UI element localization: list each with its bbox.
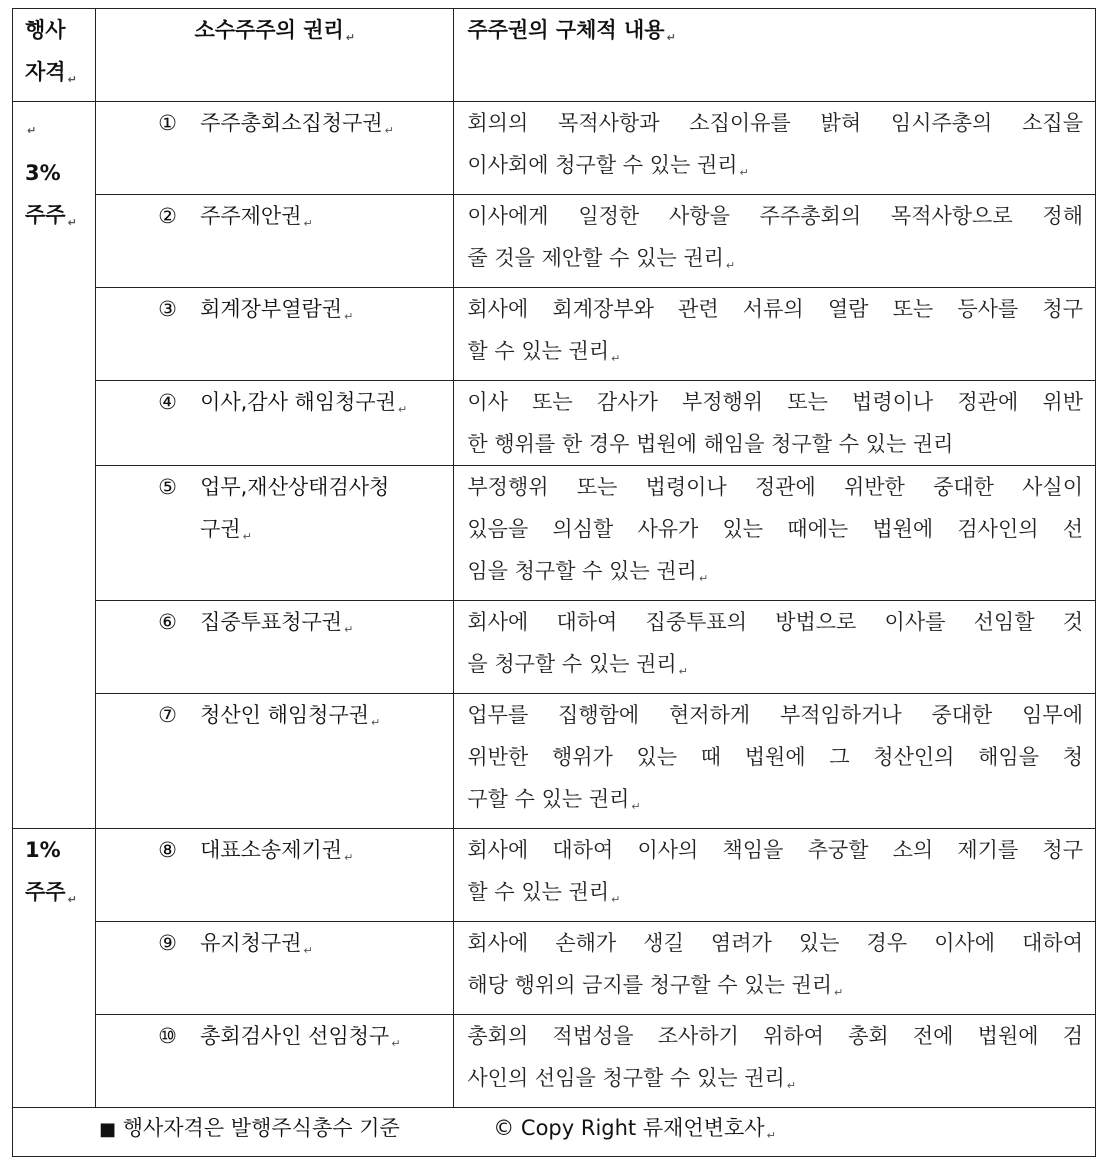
right-name-cell [96, 922, 454, 1015]
right-name-cell [96, 195, 454, 288]
right-name-cell [96, 466, 454, 601]
right-number: ⑧ [158, 838, 177, 862]
table-row [13, 381, 1096, 466]
description-line: 회사에 대하여 이사의 책임을 추궁할 소의 제기를 청구 [467, 838, 1083, 862]
right-number: ② [158, 204, 177, 228]
paragraph-mark-icon: ↵ [27, 124, 37, 137]
description-line: 부정행위 또는 법령이나 정관에 위반한 중대한 사실이 [467, 475, 1083, 499]
paragraph-mark-icon: ↵ [739, 166, 749, 179]
right-number: ⑥ [158, 610, 177, 634]
square-bullet-icon: ■ [99, 1119, 117, 1140]
paragraph-mark-icon: ↵ [303, 944, 313, 957]
right-description-cell [454, 381, 1096, 466]
right-name-cell [96, 288, 454, 381]
qualification-line1: 1% [25, 838, 61, 862]
paragraph-mark-icon: ↵ [67, 893, 77, 906]
description-line: 위반한 행위가 있는 때 법원에 그 청산인의 해임을 청 [467, 745, 1083, 769]
right-description-cell [454, 195, 1096, 288]
description-line: 사인의 선임을 청구할 수 있는 권리 [467, 1066, 785, 1090]
right-name: 주주총회소집청구권 [200, 111, 383, 135]
shareholder-rights-table [12, 8, 1096, 1157]
footer-row [13, 1108, 1096, 1157]
right-description-cell [454, 694, 1096, 829]
paragraph-mark-icon: ↵ [345, 31, 355, 44]
description-line: 줄 것을 제안할 수 있는 권리 [467, 246, 724, 270]
header-qualification [13, 9, 96, 102]
right-name-cell [96, 829, 454, 922]
paragraph-mark-icon: ↵ [678, 665, 688, 678]
paragraph-mark-icon: ↵ [834, 986, 844, 999]
description-line: 을 청구할 수 있는 권리 [467, 652, 677, 676]
paragraph-mark-icon: ↵ [344, 851, 354, 864]
right-number: ③ [158, 297, 177, 321]
paragraph-mark-icon: ↵ [398, 403, 408, 416]
right-name-cell [96, 381, 454, 466]
paragraph-mark-icon: ↵ [67, 73, 77, 86]
table-row [13, 829, 1096, 922]
right-number: ① [158, 111, 177, 135]
table-row [13, 922, 1096, 1015]
paragraph-mark-icon: ↵ [631, 800, 641, 813]
right-name: 주주제안권 [200, 204, 302, 228]
qualification-cell [13, 102, 96, 829]
right-name-cell [96, 694, 454, 829]
table-row [13, 1015, 1096, 1108]
right-description-cell [454, 288, 1096, 381]
description-line: 한 행위를 한 경우 법원에 해임을 청구할 수 있는 권리 [467, 432, 954, 456]
right-description-cell [454, 1015, 1096, 1108]
qualification-line1: 3% [25, 161, 61, 185]
table-row [13, 288, 1096, 381]
description-line: 구할 수 있는 권리 [467, 787, 630, 811]
right-description-cell [454, 922, 1096, 1015]
description-line: 이사회에 청구할 수 있는 권리 [467, 153, 738, 177]
paragraph-mark-icon: ↵ [371, 716, 381, 729]
description-line: 총회의 적법성을 조사하기 위하여 총회 전에 법원에 검 [467, 1024, 1083, 1048]
paragraph-mark-icon: ↵ [766, 1129, 776, 1142]
right-description-cell [454, 601, 1096, 694]
right-name: 구권 [200, 517, 241, 541]
header-row [13, 9, 1096, 102]
table-row [13, 466, 1096, 601]
description-line: 이사 또는 감사가 부정행위 또는 법령이나 정관에 위반 [467, 390, 1083, 414]
paragraph-mark-icon: ↵ [611, 893, 621, 906]
header-rights [96, 9, 454, 102]
description-line: 회사에 대하여 집중투표의 방법으로 이사를 선임할 것 [467, 610, 1083, 634]
header-qual-line1: 행사 [25, 18, 66, 42]
right-name: 유지청구권 [200, 931, 302, 955]
paragraph-mark-icon: ↵ [391, 1037, 401, 1050]
right-description-cell [454, 829, 1096, 922]
right-name: 총회검사인 선임청구 [200, 1024, 390, 1048]
paragraph-mark-icon: ↵ [611, 352, 621, 365]
description-line: 할 수 있는 권리 [467, 339, 610, 363]
footer-copyright: © Copy Right 류재언변호사 [493, 1116, 765, 1140]
paragraph-mark-icon: ↵ [242, 530, 252, 543]
description-line: 있음을 의심할 사유가 있는 때에는 법원에 검사인의 선 [467, 517, 1083, 541]
paragraph-mark-icon: ↵ [666, 31, 676, 44]
paragraph-mark-icon: ↵ [344, 623, 354, 636]
table-row [13, 601, 1096, 694]
footer-cell [13, 1108, 1096, 1157]
right-number: ⑦ [158, 703, 177, 727]
description-line: 할 수 있는 권리 [467, 880, 610, 904]
right-description-cell [454, 466, 1096, 601]
paragraph-mark-icon: ↵ [303, 217, 313, 230]
description-line: 회사에 손해가 생길 염려가 있는 경우 이사에 대하여 [467, 931, 1083, 955]
description-line: 임을 청구할 수 있는 권리 [467, 559, 697, 583]
paragraph-mark-icon: ↵ [786, 1079, 796, 1092]
header-content [454, 9, 1096, 102]
description-line: 이사에게 일정한 사항을 주주총회의 목적사항으로 정해 [467, 204, 1083, 228]
right-number: ④ [158, 390, 177, 414]
paragraph-mark-icon: ↵ [344, 310, 354, 323]
table-row [13, 102, 1096, 195]
description-line: 업무를 집행함에 현저하게 부적임하거나 중대한 임무에 [467, 703, 1083, 727]
right-name: 업무,재산상태검사청 [200, 475, 390, 499]
right-number: ⑩ [158, 1024, 177, 1048]
footer-note: 행사자격은 발행주식총수 기준 [122, 1116, 400, 1140]
qualification-cell [13, 829, 96, 1108]
header-rights-label: 소수주주의 권리 [194, 18, 344, 42]
qualification-line2: 주주 [25, 880, 66, 904]
paragraph-mark-icon: ↵ [384, 124, 394, 137]
paragraph-mark-icon: ↵ [725, 259, 736, 272]
qualification-line2: 주주 [25, 203, 66, 227]
right-name: 집중투표청구권 [200, 610, 343, 634]
right-name: 청산인 해임청구권 [200, 703, 370, 727]
right-name-cell [96, 601, 454, 694]
description-line: 회의의 목적사항과 소집이유를 밝혀 임시주총의 소집을 [467, 111, 1083, 135]
right-description-cell [454, 102, 1096, 195]
right-name: 대표소송제기권 [200, 838, 343, 862]
description-line: 회사에 회계장부와 관련 서류의 열람 또는 등사를 청구 [467, 297, 1083, 321]
header-qual-line2: 자격 [25, 60, 66, 84]
right-name-cell [96, 1015, 454, 1108]
paragraph-mark-icon: ↵ [67, 216, 77, 229]
right-name-cell [96, 102, 454, 195]
right-number: ⑤ [158, 475, 177, 499]
header-content-label: 주주권의 구체적 내용 [467, 18, 665, 42]
description-line: 해당 행위의 금지를 청구할 수 있는 권리 [467, 973, 833, 997]
right-name: 회계장부열람권 [200, 297, 343, 321]
right-number: ⑨ [158, 931, 177, 955]
table-row [13, 694, 1096, 829]
table-row [13, 195, 1096, 288]
paragraph-mark-icon: ↵ [698, 572, 709, 585]
right-name: 이사,감사 해임청구권 [200, 390, 396, 414]
